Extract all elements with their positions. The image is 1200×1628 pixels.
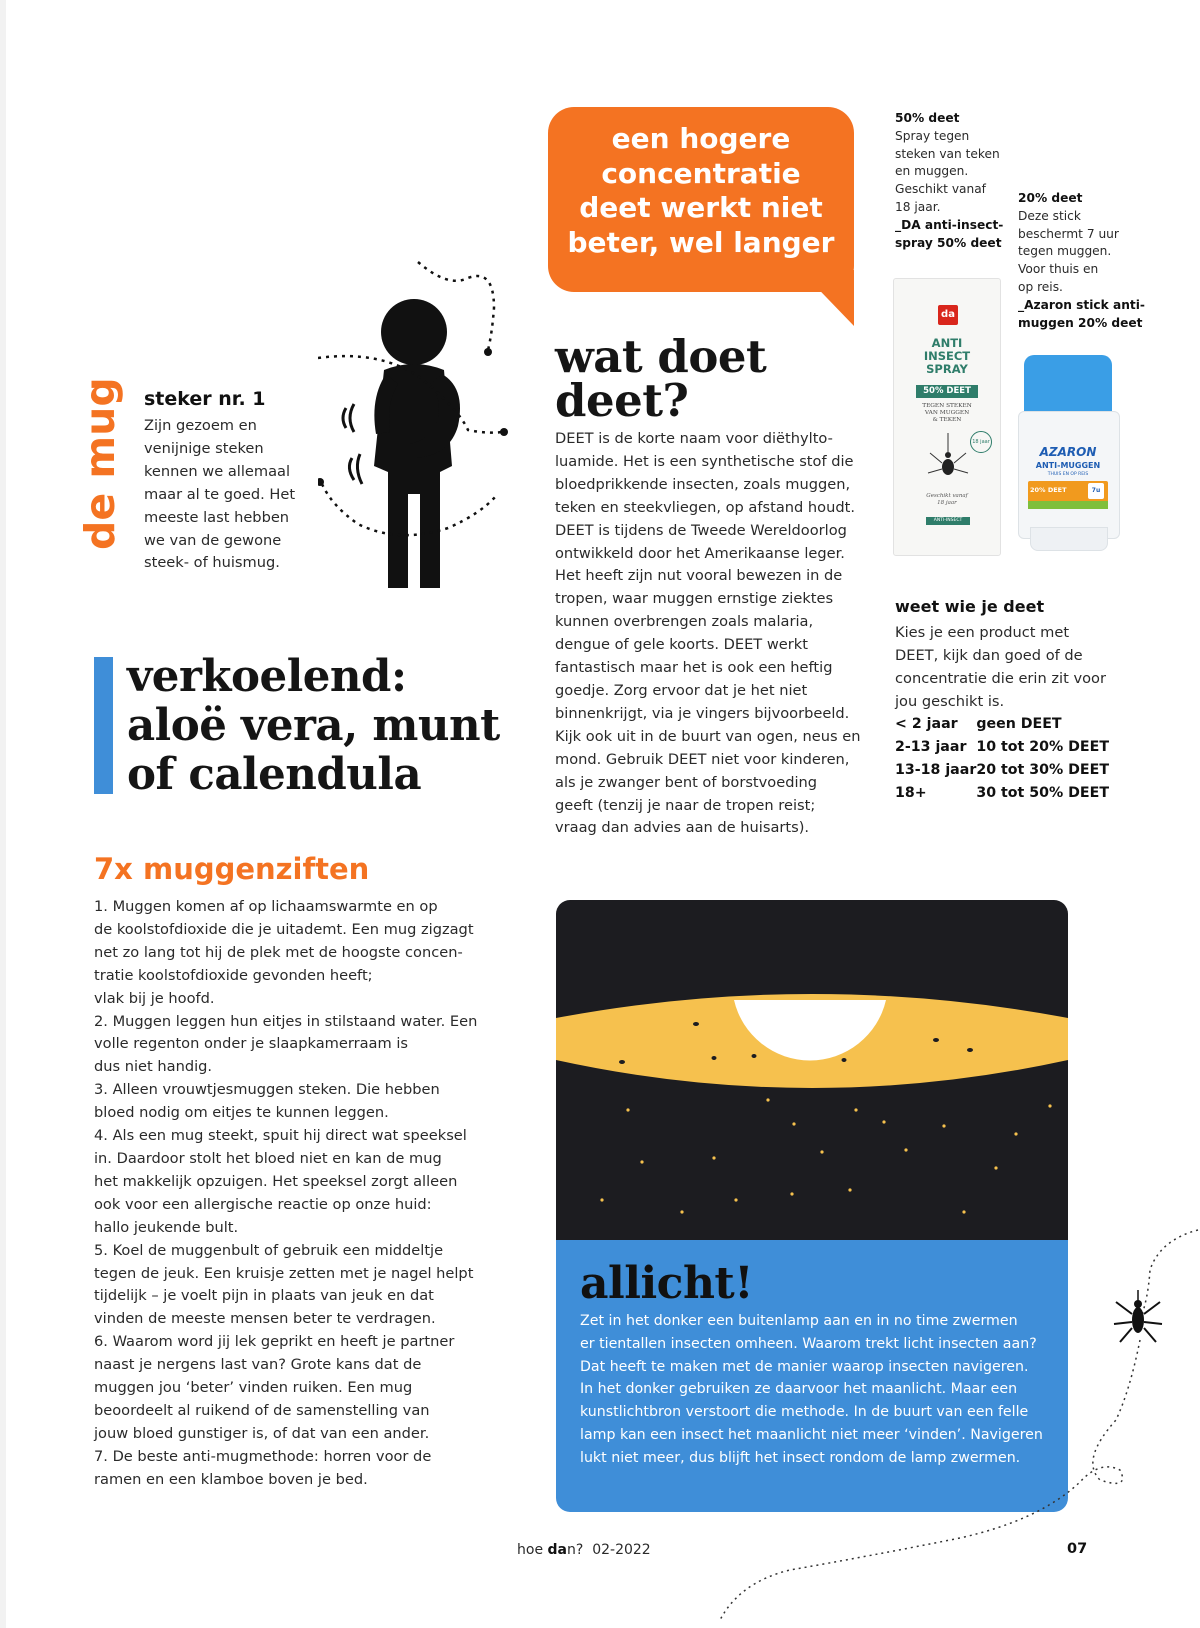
spray-package-subtitle xyxy=(894,403,1000,424)
azaron-logo: AZARON xyxy=(1039,445,1097,459)
text-line: 18 jaar. xyxy=(895,199,941,214)
package-sub-line: VAN MUGGEN xyxy=(924,410,970,416)
stick-hours-badge: 7u xyxy=(1088,483,1104,499)
magazine-name-prefix: hoe xyxy=(517,1542,548,1558)
deet-cell: geen DEET xyxy=(976,716,1062,733)
ziften-heading: 7x muggenziften xyxy=(94,852,370,886)
text-line: ook voor een allergische reactie op onze huid: xyxy=(94,1195,432,1213)
bubble-line: beter, wel langer xyxy=(567,225,835,259)
text-line: de koolstofdioxide die je uitademt. Een mug zigzagt xyxy=(94,920,474,938)
text-line: op reis. xyxy=(1018,279,1063,294)
text-line: kunstlichtbron verstoort die methode. In de buurt van een felle xyxy=(580,1404,1029,1421)
text-line: volle regenton onder je slaapkamerraam is xyxy=(94,1035,408,1053)
text-line: 1. Muggen komen af op lichaamswarmte en op xyxy=(94,898,438,915)
text-line: het makkelijk opzuigen. Het speeksel zorgt alleen xyxy=(94,1172,458,1190)
text-line: bloedprikkende insecten, zoals muggen, xyxy=(555,475,851,493)
age-cell: 18+ xyxy=(895,784,927,801)
text-line: meeste last hebben xyxy=(144,508,290,526)
stick-product-text xyxy=(1018,190,1145,332)
tip-line: aloë vera, munt xyxy=(127,700,500,751)
text-line: en muggen. xyxy=(895,164,969,179)
steker-heading: steker nr. 1 xyxy=(144,388,266,410)
magazine-footer xyxy=(517,1542,651,1558)
tip-line: verkoelend: xyxy=(127,651,407,702)
spray-package-bottom-band: ANTI-INSECT xyxy=(926,517,970,525)
stick-package-subtitle: THUIS EN OP REIS xyxy=(1047,472,1089,477)
stick-name-line: muggen 20% deet xyxy=(1018,315,1143,330)
bubble-line: concentratie xyxy=(601,156,801,190)
spray-package-foot xyxy=(894,493,1000,507)
text-line: vlak bij je hoofd. xyxy=(94,989,215,1007)
package-title-line: ANTI xyxy=(931,336,963,350)
deet-cell: 10 tot 20% DEET xyxy=(976,739,1109,756)
package-foot-line: 18 jaar xyxy=(937,500,957,506)
text-line: hallo jeukende bult. xyxy=(94,1218,239,1236)
text-line: tijdelijk – je voelt pijn in plaats van jeuk en dat xyxy=(94,1287,434,1305)
page-number: 07 xyxy=(1067,1541,1088,1557)
lamp-insects-illustration xyxy=(556,900,1068,1240)
da-logo: da xyxy=(938,305,958,325)
age-cell: 13-18 jaar xyxy=(895,761,977,778)
stick-green-stripe xyxy=(1028,501,1108,509)
text-line: net zo lang tot hij de plek met de hoogste concen- xyxy=(94,943,463,961)
mosquito-trail xyxy=(720,1220,1200,1628)
page-edge-decoration xyxy=(0,0,6,1628)
text-line: jouw bloed gunstiger is, of dat van een ander. xyxy=(94,1424,430,1442)
magazine-name-bold: da xyxy=(547,1542,567,1558)
stick-cap xyxy=(1024,355,1112,415)
weet-heading: weet wie je deet xyxy=(895,597,1045,616)
section-vertical-title: de mug xyxy=(76,377,124,550)
text-line: er tientallen insecten omheen. Waarom trekt licht insecten aan? xyxy=(580,1335,1037,1352)
mosquito-icon xyxy=(1114,1290,1162,1342)
text-line: goedje. Zorg ervoor dat je het niet xyxy=(555,681,808,699)
age-cell: 2-13 jaar xyxy=(895,739,967,756)
age-badge: 18 jaar xyxy=(970,431,992,453)
text-line: lamp kan een insect het maanlicht niet meer ‘vinden’. Navigeren xyxy=(580,1426,1043,1443)
package-title-line: INSECT xyxy=(923,349,971,363)
insect-icon xyxy=(924,429,972,485)
tip-line: of calendula xyxy=(127,749,422,800)
text-line: 4. Als een mug steekt, spuit hij direct wat speeksel xyxy=(94,1127,467,1145)
text-line: vinden de meeste mensen beter te verdragen. xyxy=(94,1310,436,1328)
spray-package-band: 50% DEET xyxy=(916,385,978,398)
deet-heading-line: wat doet xyxy=(555,330,767,383)
text-line: lukt niet meer, dus blijft het insect rondom de lamp zwermen. xyxy=(580,1449,1021,1466)
text-line: we van de gewone xyxy=(144,531,282,549)
table-row xyxy=(895,713,1109,736)
text-line: luamide. Het is een synthetische stof die xyxy=(555,452,854,470)
issue-number: 02-2022 xyxy=(592,1542,651,1558)
package-title-line: SPRAY xyxy=(926,362,968,376)
text-line: als je zwanger bent of borstvoeding xyxy=(555,773,818,791)
deet-text xyxy=(555,428,860,840)
text-line: venijnige steken xyxy=(144,439,264,457)
text-line: beschermt 7 uur xyxy=(1018,226,1119,241)
tip-heading xyxy=(127,652,500,799)
text-line: Kijk ook uit in de buurt van ogen, neus en xyxy=(555,727,861,745)
text-line: Geschikt vanaf xyxy=(895,182,986,197)
deet-cell: 30 tot 50% DEET xyxy=(976,784,1109,801)
text-line: tegen muggen. xyxy=(1018,244,1112,259)
ziften-text xyxy=(94,896,477,1492)
age-cell: < 2 jaar xyxy=(895,716,958,733)
tip-accent-bar xyxy=(94,657,113,794)
text-line: jou geschikt is. xyxy=(895,692,1005,710)
text-line: dus niet handig. xyxy=(94,1058,213,1076)
text-line: 6. Waarom word jij lek geprikt en heeft je partner xyxy=(94,1333,455,1351)
text-line: ramen en een klamboe boven je bed. xyxy=(94,1470,368,1488)
text-line: concentratie die erin zit voor xyxy=(895,669,1106,687)
text-line: In het donker gebruiken ze daarvoor het maanlicht. Maar een xyxy=(580,1381,1018,1398)
text-line: Voor thuis en xyxy=(1018,262,1099,277)
itching-person-pictogram xyxy=(318,258,530,594)
text-line: Spray tegen xyxy=(895,128,970,143)
table-row xyxy=(895,759,1109,782)
text-line: Zijn gezoem en xyxy=(144,417,257,434)
stick-deet-badge: 20% DEET xyxy=(1030,486,1067,494)
text-line: DEET is tijdens de Tweede Wereldoorlog xyxy=(555,521,847,539)
text-line: 5. Koel de muggenbult of gebruik een middeltje xyxy=(94,1241,444,1259)
text-line: teken en steekvliegen, op afstand houdt. xyxy=(555,498,855,516)
azaron-stick-image xyxy=(1018,355,1118,553)
text-line: Deze stick xyxy=(1018,208,1081,223)
text-line: dengue of gele koorts. DEET werkt xyxy=(555,636,808,654)
table-row xyxy=(895,781,1109,804)
text-line: 2. Muggen leggen hun eitjes in stilstaand water. Een xyxy=(94,1012,478,1030)
text-line: naast je nergens last van? Grote kans dat de xyxy=(94,1356,422,1374)
text-line: Dat heeft te maken met de manier waarop insecten navigeren. xyxy=(580,1358,1029,1375)
speech-bubble-tail xyxy=(800,270,854,326)
text-line: DEET, kijk dan goed of de xyxy=(895,646,1083,664)
steker-text xyxy=(144,415,295,575)
allicht-heading: allicht! xyxy=(580,1258,754,1309)
deet-cell: 20 tot 30% DEET xyxy=(976,761,1109,778)
text-line: fantastisch maar het is ook een heftig xyxy=(555,659,833,677)
text-line: geeft (tenzij je naar de tropen reist; xyxy=(555,796,816,814)
spray-bottle-image xyxy=(893,278,1001,556)
text-line: steken van teken xyxy=(895,146,1000,161)
text-line: tropen, waar muggen ernstige ziektes xyxy=(555,590,834,608)
text-line: DEET is de korte naam voor diëthylto- xyxy=(555,430,833,447)
concentration-table xyxy=(895,713,1109,804)
spray-package-title xyxy=(894,337,1000,376)
spray-name-line: _DA anti-insect- xyxy=(895,217,1004,232)
stick-label: 20% deet xyxy=(1018,191,1083,205)
stick-base xyxy=(1030,527,1108,551)
weet-text xyxy=(895,622,1106,714)
text-line: muggen jou ‘beter’ vinden ruiken. Een mug xyxy=(94,1379,413,1397)
deet-heading xyxy=(555,330,767,427)
spray-label: 50% deet xyxy=(895,111,960,125)
text-line: maar al te goed. Het xyxy=(144,485,296,503)
text-line: ontwikkeld door het Amerikaanse leger. xyxy=(555,544,845,562)
bubble-line: deet werkt niet xyxy=(579,191,823,224)
text-line: tratie koolstofdioxide gevonden heeft; xyxy=(94,966,373,984)
text-line: binnenkrijgt, via je vingers bijvoorbeeld. xyxy=(555,704,850,722)
text-line: tegen de jeuk. Een kruisje zetten met je nagel helpt xyxy=(94,1264,474,1282)
deet-heading-line: deet? xyxy=(555,374,689,427)
text-line: mond. Gebruik DEET niet voor kinderen, xyxy=(555,750,850,768)
text-line: kunnen overbrengen zoals malaria, xyxy=(555,613,814,631)
spray-name-line: spray 50% deet xyxy=(895,235,1002,250)
text-line: 3. Alleen vrouwtjesmuggen steken. Die hebben xyxy=(94,1081,440,1099)
spray-product-text xyxy=(895,110,1003,252)
text-line: vraag dan advies aan de huisarts). xyxy=(555,819,810,837)
stick-name-line: _Azaron stick anti- xyxy=(1018,297,1145,312)
package-foot-line: Geschikt vanaf xyxy=(926,493,968,499)
text-line: Het heeft zijn nut vooral bewezen in de xyxy=(555,567,843,585)
package-sub-line: & TEKEN xyxy=(932,417,962,423)
speech-bubble-text xyxy=(548,122,854,260)
stick-package-title: ANTI-MUGGEN xyxy=(1035,461,1101,470)
magazine-name-suffix: n? xyxy=(566,1542,584,1558)
text-line: beoordeelt al ruikend of de samenstelling van xyxy=(94,1401,430,1419)
text-line: Kies je een product met xyxy=(895,624,1070,641)
text-line: Zet in het donker een buitenlamp aan en in no time zwermen xyxy=(580,1313,1018,1329)
text-line: steek- of huismug. xyxy=(144,554,280,572)
package-sub-line: TEGEN STEKEN xyxy=(922,403,972,409)
text-line: kennen we allemaal xyxy=(144,462,291,480)
text-line: in. Daardoor stolt het bloed niet en kan de mug xyxy=(94,1149,442,1167)
table-row xyxy=(895,736,1109,759)
bubble-line: een hogere xyxy=(611,122,791,155)
text-line: bloed nodig om eitjes te kunnen leggen. xyxy=(94,1104,389,1122)
text-line: 7. De beste anti-mugmethode: horren voor de xyxy=(94,1447,432,1465)
